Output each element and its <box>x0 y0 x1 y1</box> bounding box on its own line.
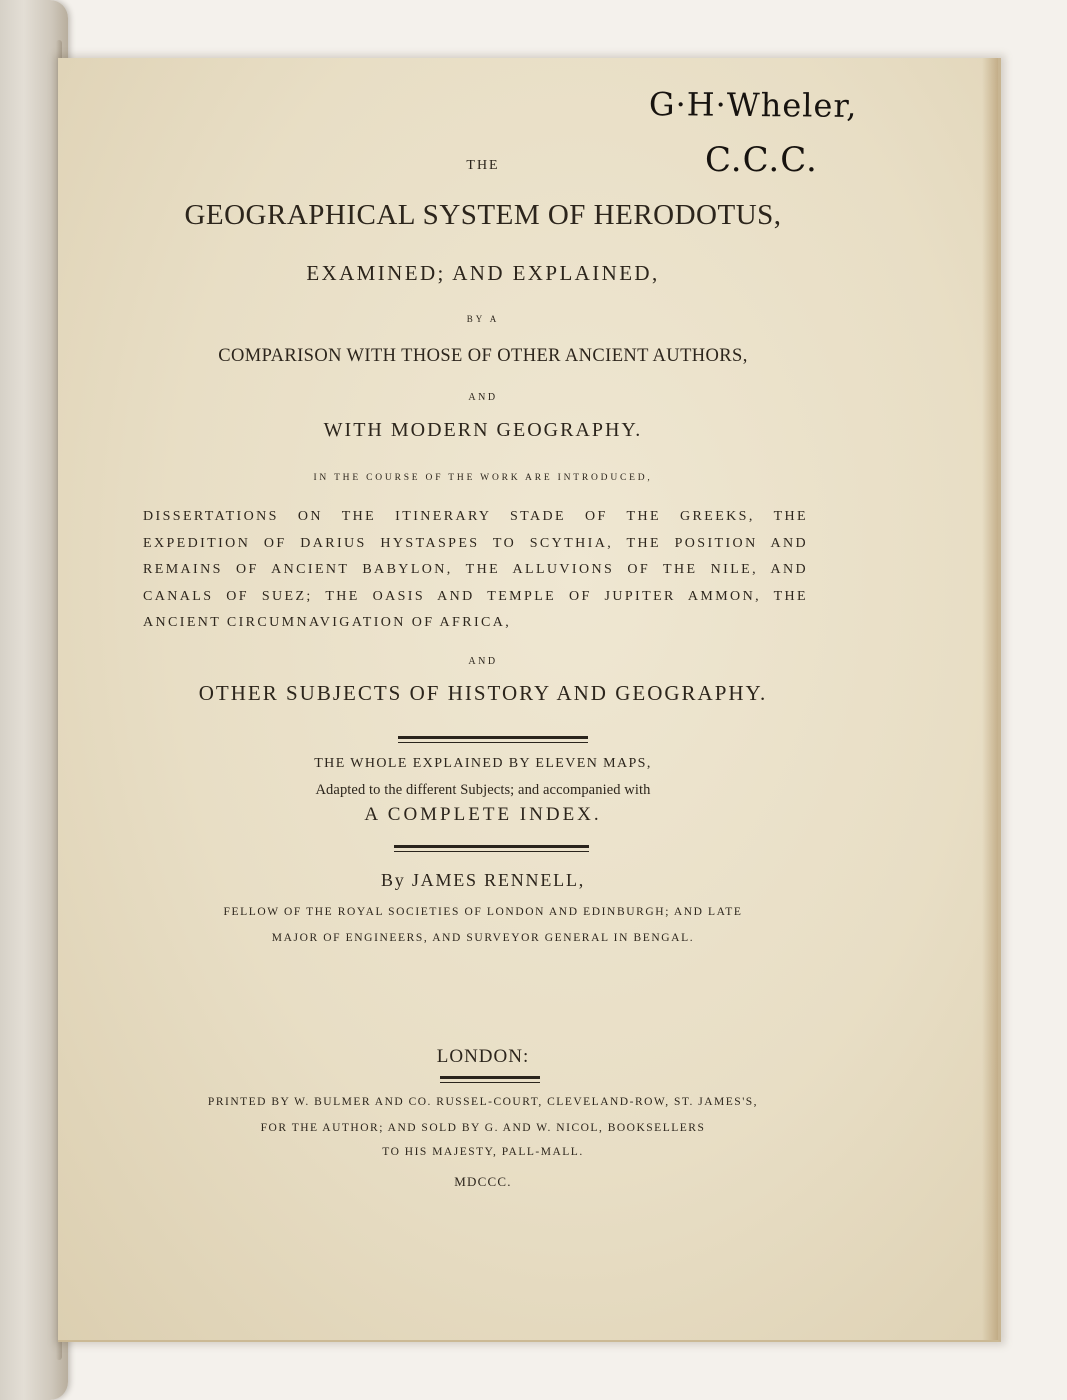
imprint-rule <box>440 1076 540 1079</box>
course-of-work-line: IN THE COURSE OF THE WORK ARE INTRODUCED, <box>313 473 653 483</box>
major-line: MAJOR OF ENGINEERS, AND SURVEYOR GENERAL IN BENGAL. <box>271 932 695 944</box>
comparison-line: COMPARISON WITH THOSE OF OTHER ANCIENT AUTHORS, <box>218 346 748 366</box>
author-line: By JAMES RENNELL, <box>380 870 586 890</box>
inscription-college: C.C.C. <box>705 140 818 180</box>
adapted-line: Adapted to the different Subjects; and accompanied with <box>315 782 651 798</box>
modern-geography-line: WITH MODERN GEOGRAPHY. <box>323 419 643 441</box>
divider-rule-1 <box>398 736 588 739</box>
sold-by-line: FOR THE AUTHOR; AND SOLD BY G. AND W. NICOL, BOOKSELLERS <box>260 1122 706 1134</box>
inscription-name: G·H·Wheler, <box>648 85 858 125</box>
by-a-text: BY A <box>466 314 500 324</box>
title-article: THE <box>466 158 500 173</box>
eleven-maps-line: THE WHOLE EXPLAINED BY ELEVEN MAPS, <box>314 756 652 771</box>
and-text-2: AND <box>468 656 498 667</box>
page-fore-edge <box>982 58 998 1340</box>
book-title: GEOGRAPHICAL SYSTEM OF HERODOTUS, <box>184 199 782 231</box>
printed-by-line: PRINTED BY W. BULMER AND CO. RUSSEL-COURT, CLEVELAND-ROW, ST. JAMES'S, <box>207 1096 759 1108</box>
and-text-1: AND <box>468 392 498 403</box>
publication-year: MDCCC. <box>454 1174 512 1189</box>
imprint-city: LONDON: <box>436 1046 530 1067</box>
fellow-line: FELLOW OF THE ROYAL SOCIETIES OF LONDON AND EDINBURGH; AND LATE <box>223 906 743 918</box>
other-subjects-line: OTHER SUBJECTS OF HISTORY AND GEOGRAPHY. <box>198 681 768 705</box>
dissertations-paragraph: DISSERTATIONS ON THE ITINERARY STADE OF THE GREEKS, THE EXPEDITION OF DARIUS HYSTASPES TO SCYTHIA, THE POSITION AND REMAINS OF ANCIENT BABYLON, THE ALLUVIONS OF THE NILE, AND CANALS OF SUEZ; THE OASIS AND TEMPLE OF JUPITER AMMON, THE ANCIENT CIRCUMNAVIGATION OF AFRICA, <box>143 509 808 630</box>
book-subtitle: EXAMINED; AND EXPLAINED, <box>306 261 660 285</box>
title-page <box>58 58 1001 1342</box>
divider-rule-2 <box>394 845 589 848</box>
majesty-line: TO HIS MAJESTY, PALL-MALL. <box>382 1146 584 1158</box>
complete-index-line: A COMPLETE INDEX. <box>364 804 602 825</box>
